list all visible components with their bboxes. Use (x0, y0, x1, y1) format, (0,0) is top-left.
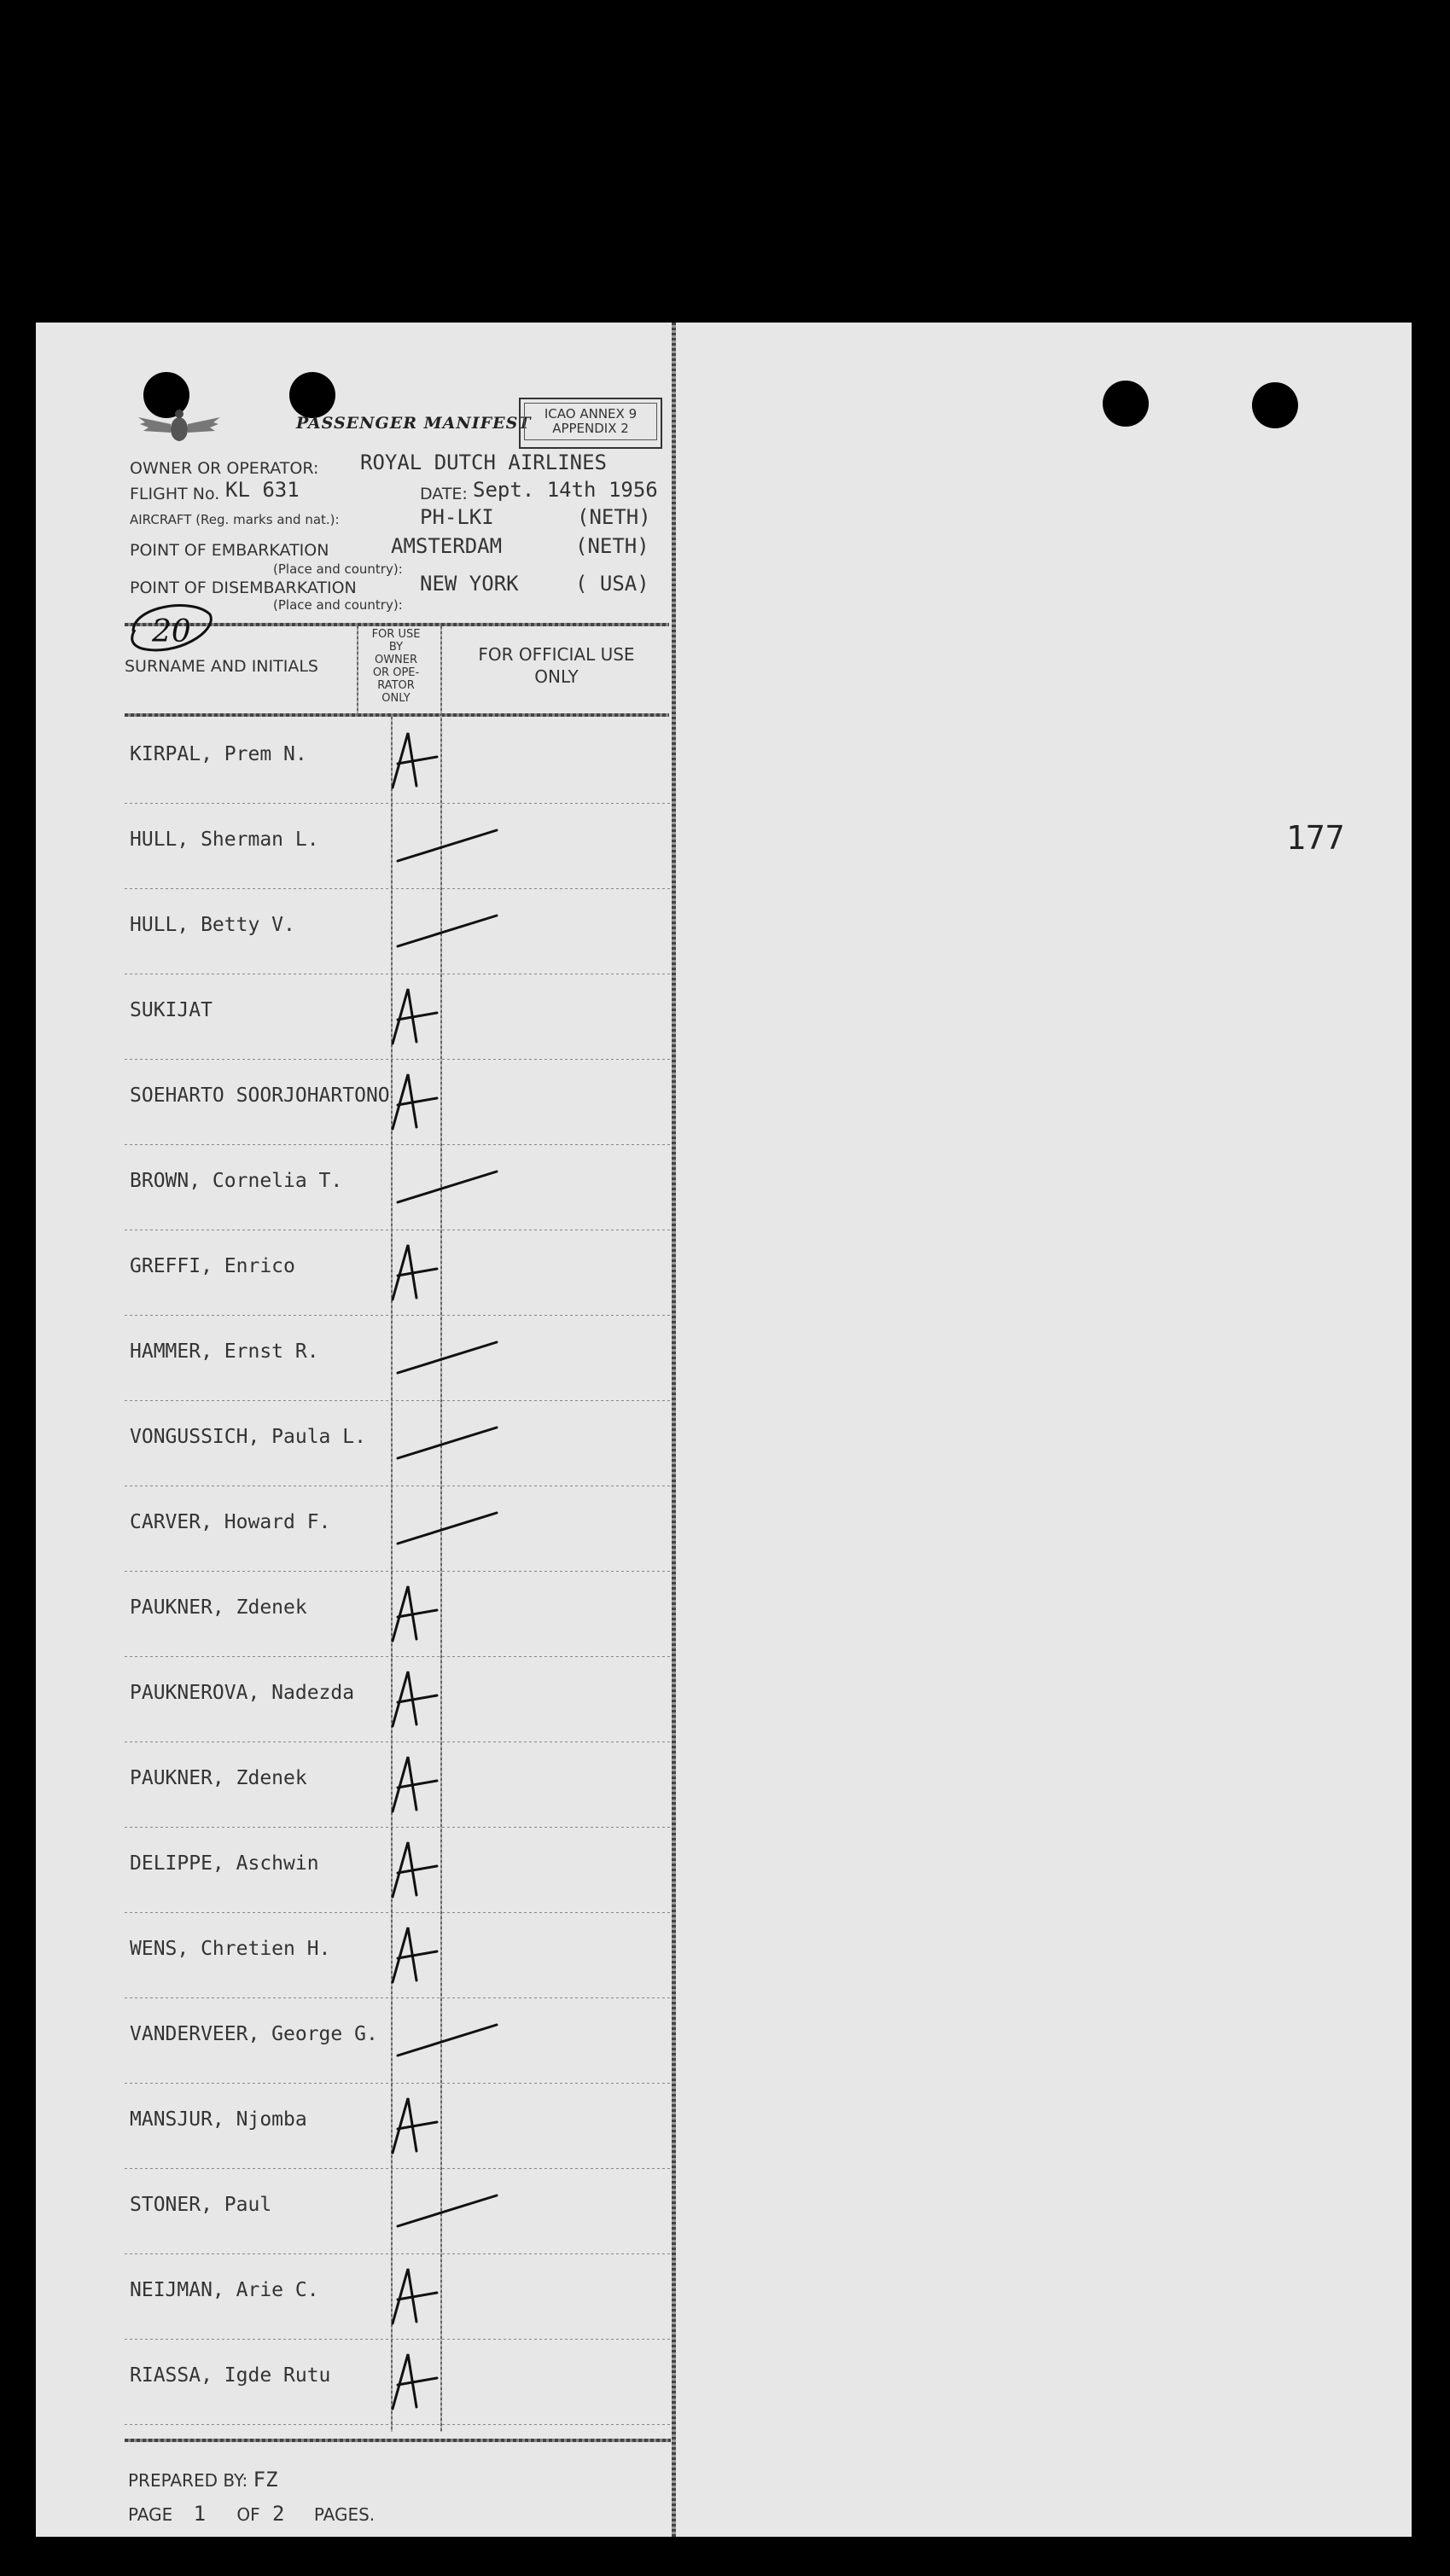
passenger-name: VONGUSSICH, Paula L. (130, 1426, 366, 1448)
page-label: PAGE (128, 2504, 173, 2525)
handwritten-a-mark (386, 2262, 514, 2330)
embarkation-country: (NETH) (575, 534, 649, 558)
passenger-name: NEIJMAN, Arie C. (130, 2279, 319, 2301)
row-rule (125, 1997, 671, 1998)
handwritten-dash-mark (394, 1323, 522, 1392)
row-rule (125, 2339, 671, 2340)
passenger-name: PAUKNER, Zdenek (130, 1596, 307, 1619)
disembarkation-label: POINT OF DISEMBARKATION (130, 579, 357, 597)
date-label: DATE: (420, 485, 468, 503)
aircraft-value: PH-LKI (420, 505, 494, 529)
owner-label: OWNER OR OPERATOR: (130, 459, 319, 478)
handwritten-a-mark (386, 2347, 514, 2416)
passenger-name: PAUKNEROVA, Nadezda (130, 1682, 355, 1704)
column-header-rule (125, 713, 669, 717)
footer-rule (125, 2439, 671, 2442)
flight-label: FLIGHT No. (130, 485, 220, 503)
handwritten-dash-mark (394, 1494, 522, 1562)
passenger-name: PAUKNER, Zdenek (130, 1767, 307, 1789)
appendix-line: APPENDIX 2 (552, 421, 629, 436)
handwritten-a-mark (386, 1835, 514, 1904)
form-title: PASSENGER MANIFEST (296, 414, 532, 433)
row-rule (125, 1400, 671, 1401)
aircraft-label: AIRCRAFT (Reg. marks and nat.): (130, 512, 340, 527)
punch-hole (1103, 381, 1149, 427)
owner-use-line: OR OPE- (372, 666, 420, 679)
disembarkation-country: ( USA) (575, 572, 649, 596)
flight-value: KL 631 (225, 478, 300, 502)
official-use-line: ONLY (534, 666, 579, 687)
passenger-name: BROWN, Cornelia T. (130, 1170, 343, 1192)
handwritten-a-mark (386, 1921, 514, 1989)
row-rule (125, 2168, 671, 2169)
owner-use-line: RATOR (377, 679, 415, 692)
handwritten-dash-mark (394, 1153, 522, 1221)
handwritten-a-mark (386, 1750, 514, 1818)
embarkation-value: AMSTERDAM (391, 534, 503, 558)
row-rule (125, 1315, 671, 1316)
prepared-by-label: PREPARED BY: (128, 2470, 248, 2491)
of-label: OF (236, 2504, 260, 2525)
passenger-name: HAMMER, Ernst R. (130, 1340, 319, 1363)
handwritten-a-mark (386, 1665, 514, 1733)
passenger-name: GREFFI, Enrico (130, 1255, 295, 1277)
official-use-line: FOR OFFICIAL USE (478, 644, 635, 665)
pages-label: PAGES. (313, 2504, 376, 2525)
handwritten-count-text: 20 (152, 614, 191, 649)
punch-hole (289, 372, 335, 418)
klm-wings-logo-icon (137, 405, 222, 453)
prepared-by (128, 2468, 278, 2492)
embarkation-label: POINT OF EMBARKATION (130, 541, 329, 560)
perforation-line (672, 323, 676, 2537)
disembarkation-sub: (Place and country): (273, 597, 403, 613)
handwritten-a-mark (386, 2091, 514, 2160)
handwritten-a-mark (386, 726, 514, 794)
row-rule (125, 1571, 671, 1572)
page-value: 1 (193, 2502, 207, 2526)
row-rule (125, 1656, 671, 1657)
owner-use-line: ONLY (381, 692, 411, 705)
passenger-name: RIASSA, Igde Rutu (130, 2364, 331, 2387)
passenger-name: SOEHARTO SOORJOHARTONO (130, 1084, 390, 1107)
handwritten-dash-mark (394, 897, 522, 965)
handwritten-dash-mark (394, 1409, 522, 1477)
passenger-name: HULL, Betty V. (130, 914, 295, 936)
passenger-name: HULL, Sherman L. (130, 829, 319, 851)
passenger-name: DELIPPE, Aschwin (130, 1852, 319, 1875)
row-rule (125, 1912, 671, 1913)
owner-use-line: OWNER (374, 654, 418, 666)
passenger-name: MANSJUR, Njomba (130, 2108, 307, 2131)
annex-line: ICAO ANNEX 9 (544, 406, 638, 422)
owner-use-column-header (358, 628, 434, 705)
handwritten-count (125, 597, 218, 666)
official-use-column-header (445, 643, 667, 688)
row-rule (125, 2253, 671, 2254)
handwritten-a-mark (386, 1067, 514, 1136)
owner-use-line: BY (388, 641, 404, 654)
page-number: 177 (1286, 819, 1345, 857)
handwritten-dash-mark (394, 2177, 522, 2245)
manifest-sheet (36, 323, 1412, 2537)
column-divider (357, 626, 358, 715)
row-rule (125, 888, 671, 889)
row-rule (125, 803, 671, 804)
passenger-name: VANDERVEER, George G. (130, 2023, 378, 2045)
handwritten-a-mark (386, 982, 514, 1050)
row-rule (125, 1827, 671, 1828)
disembarkation-value: NEW YORK (420, 572, 519, 596)
of-value: 2 (272, 2502, 285, 2526)
handwritten-dash-mark (394, 811, 522, 880)
aircraft-nationality: (NETH) (577, 505, 651, 529)
handwritten-a-mark (386, 1238, 514, 1306)
row-rule (125, 1059, 671, 1060)
passenger-name: SUKIJAT (130, 999, 213, 1021)
passenger-name: STONER, Paul (130, 2194, 272, 2216)
owner-use-line: FOR USE (371, 628, 421, 641)
row-rule (125, 2424, 671, 2425)
owner-value: ROYAL DUTCH AIRLINES (360, 451, 607, 474)
prepared-by-value: FZ (253, 2468, 278, 2492)
row-rule (125, 2083, 671, 2084)
handwritten-a-mark (386, 1579, 514, 1648)
icao-annex-box (519, 398, 662, 449)
passenger-name: CARVER, Howard F. (130, 1511, 331, 1533)
surname-column-header: SURNAME AND INITIALS (125, 657, 318, 676)
passenger-name: KIRPAL, Prem N. (130, 743, 307, 765)
passenger-name: WENS, Chretien H. (130, 1938, 331, 1960)
embarkation-sub: (Place and country): (273, 561, 403, 577)
row-rule (125, 1144, 671, 1145)
date-value: Sept. 14th 1956 (473, 478, 658, 502)
punch-hole (1252, 382, 1298, 428)
page-count (128, 2502, 375, 2526)
handwritten-dash-mark (394, 2006, 522, 2074)
